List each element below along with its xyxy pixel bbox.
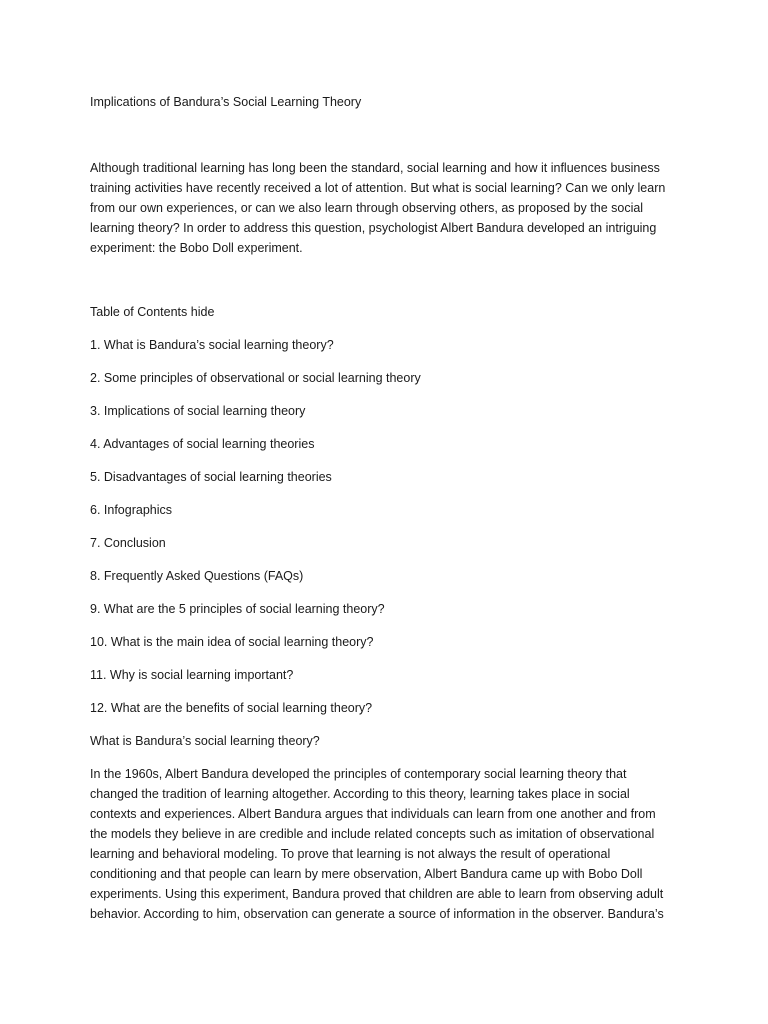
toc-item: 10. What is the main idea of social learning theory? (90, 635, 374, 649)
intro-line: from our own experiences, or can we also learn through observing others, as proposed by the social (90, 201, 644, 215)
toc-item: 5. Disadvantages of social learning theories (90, 470, 332, 484)
body-line: behavior. According to him, observation can generate a source of information in the observer. Bandura’s (90, 907, 664, 921)
body-line: the models they believe in are credible and include related concepts such as imitation of observational (90, 827, 655, 841)
toc-item: 6. Infographics (90, 503, 172, 517)
toc-item: 9. What are the 5 principles of social learning theory? (90, 602, 385, 616)
intro-line: experiment: the Bobo Doll experiment. (90, 241, 303, 255)
body-line: experiments. Using this experiment, Bandura proved that children are able to learn from observing adult (90, 887, 664, 901)
section-heading: What is Bandura’s social learning theory? (90, 734, 320, 748)
body-line: changed the tradition of learning altogether. According to this theory, learning takes place in social (90, 787, 630, 801)
toc-item: 11. Why is social learning important? (90, 668, 294, 682)
intro-line: Although traditional learning has long been the standard, social learning and how it influences business (90, 161, 660, 175)
body-line: conditioning and that people can learn by mere observation, Albert Bandura came up with Bobo Doll (90, 867, 643, 881)
body-line: learning and behavioral modeling. To prove that learning is not always the result of operational (90, 847, 611, 861)
toc-item: 3. Implications of social learning theory (90, 404, 306, 418)
toc-item: 12. What are the benefits of social learning theory? (90, 701, 373, 715)
intro-paragraph (90, 158, 690, 258)
toc-item: 4. Advantages of social learning theories (90, 437, 315, 451)
body-line: In the 1960s, Albert Bandura developed the principles of contemporary social learning theory that (90, 767, 627, 781)
body-paragraph (90, 764, 690, 924)
intro-line: learning theory? In order to address this question, psychologist Albert Bandura developed an intriguing (90, 221, 657, 235)
body-line: contexts and experiences. Albert Bandura argues that individuals can learn from one another and from (90, 807, 656, 821)
toc-item: 1. What is Bandura’s social learning theory? (90, 338, 334, 352)
toc-item: 8. Frequently Asked Questions (FAQs) (90, 569, 304, 583)
document-title: Implications of Bandura’s Social Learning Theory (90, 95, 362, 109)
toc-item: 7. Conclusion (90, 536, 166, 550)
toc-item: 2. Some principles of observational or social learning theory (90, 371, 421, 385)
toc-heading: Table of Contents hide (90, 305, 215, 319)
intro-line: training activities have recently received a lot of attention. But what is social learning? Can we only learn (90, 181, 666, 195)
